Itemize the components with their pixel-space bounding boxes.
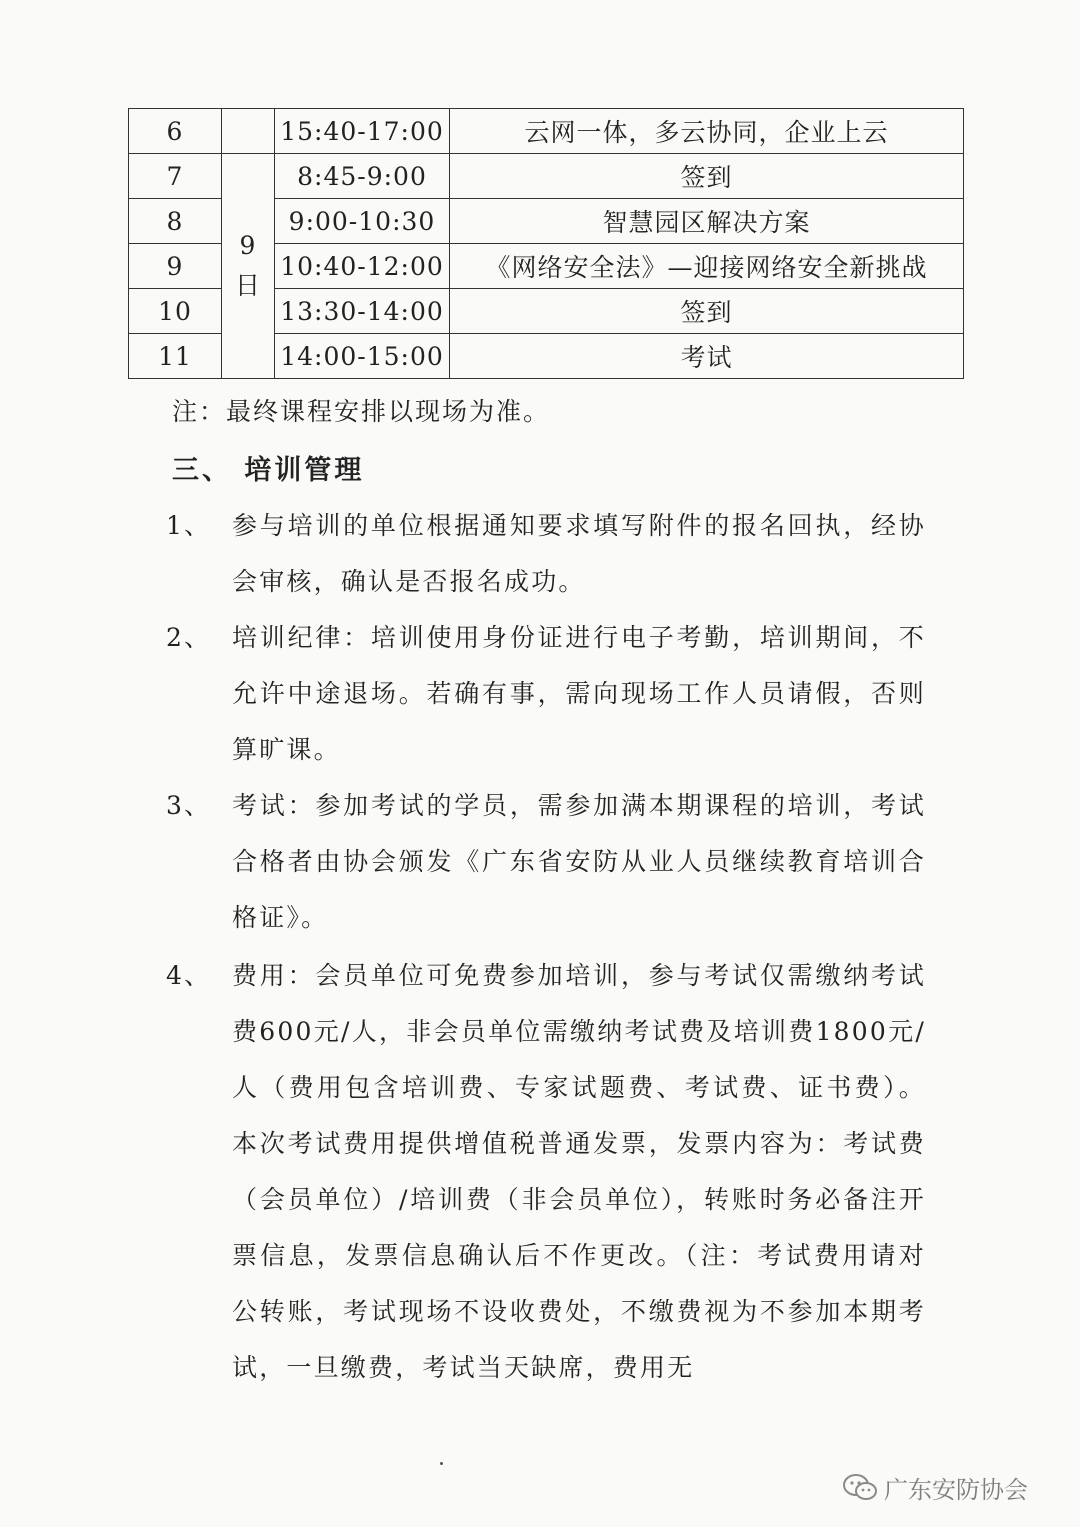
row-number: 9 bbox=[129, 244, 222, 289]
section-title: 三、 培训管理 bbox=[172, 455, 365, 486]
row-time: 13:30-14:00 bbox=[275, 289, 450, 334]
row-topic: 考试 bbox=[450, 334, 964, 379]
table-row bbox=[129, 154, 964, 199]
list-item bbox=[166, 948, 926, 1396]
watermark bbox=[842, 1470, 1028, 1505]
list-item-text: 费用：会员单位可免费参加培训，参与考试仅需缴纳考试费600元/人，非会员单位需缴纳考试费及培训费1800元/人（费用包含培训费、专家试题费、考试费、证书费）。本次考试费用提供增值税普通发票，发票内容为：考试费（会员单位）/培训费（非会员单位），转账时务必备注开票信息，发票信息确认后不作更改。（注：考试费用请对公转账，考试现场不设收费处，不缴费视为不参加本期考试，一旦缴费，考试当天缺席，费用无 bbox=[232, 961, 926, 1382]
schedule-table bbox=[128, 108, 964, 379]
schedule-note: 注：最终课程安排以现场为准。 bbox=[172, 397, 551, 426]
list-item bbox=[166, 610, 926, 778]
day-label-unit: 日 bbox=[234, 271, 261, 300]
list-item-number: 2、 bbox=[166, 623, 212, 652]
day-label-number: 9 bbox=[239, 231, 257, 260]
row-topic: 智慧园区解决方案 bbox=[450, 199, 964, 244]
row-topic: 《网络安全法》—迎接网络安全新挑战 bbox=[450, 244, 964, 289]
list-item-number: 4、 bbox=[166, 961, 212, 990]
watermark-text: 广东安防协会 bbox=[884, 1476, 1028, 1504]
row-time: 10:40-12:00 bbox=[275, 244, 450, 289]
wechat-icon bbox=[842, 1473, 878, 1503]
row-topic: 签到 bbox=[450, 154, 964, 199]
list-item-number: 3、 bbox=[166, 791, 212, 820]
list-item-text: 考试：参加考试的学员，需参加满本期课程的培训，考试合格者由协会颁发《广东省安防从业人员继续教育培训合格证》。 bbox=[232, 791, 926, 932]
row-number: 10 bbox=[129, 289, 222, 334]
scan-speck bbox=[440, 1462, 443, 1465]
row-topic: 签到 bbox=[450, 289, 964, 334]
day-cell-empty bbox=[222, 109, 275, 154]
row-time: 14:00-15:00 bbox=[275, 334, 450, 379]
list-item bbox=[166, 498, 926, 610]
row-number: 7 bbox=[129, 154, 222, 199]
list-item bbox=[166, 778, 926, 946]
row-topic: 云网一体，多云协同，企业上云 bbox=[450, 109, 964, 154]
row-time: 15:40-17:00 bbox=[275, 109, 450, 154]
day-cell bbox=[222, 154, 275, 379]
list-item-text: 培训纪律：培训使用身份证进行电子考勤，培训期间，不允许中途退场。若确有事，需向现场工作人员请假，否则算旷课。 bbox=[232, 623, 926, 764]
row-time: 8:45-9:00 bbox=[275, 154, 450, 199]
list-item-text: 参与培训的单位根据通知要求填写附件的报名回执，经协会审核，确认是否报名成功。 bbox=[232, 511, 926, 596]
row-number: 11 bbox=[129, 334, 222, 379]
row-number: 6 bbox=[129, 109, 222, 154]
list-item-number: 1、 bbox=[166, 511, 212, 540]
row-time: 9:00-10:30 bbox=[275, 199, 450, 244]
row-number: 8 bbox=[129, 199, 222, 244]
table-row bbox=[129, 109, 964, 154]
